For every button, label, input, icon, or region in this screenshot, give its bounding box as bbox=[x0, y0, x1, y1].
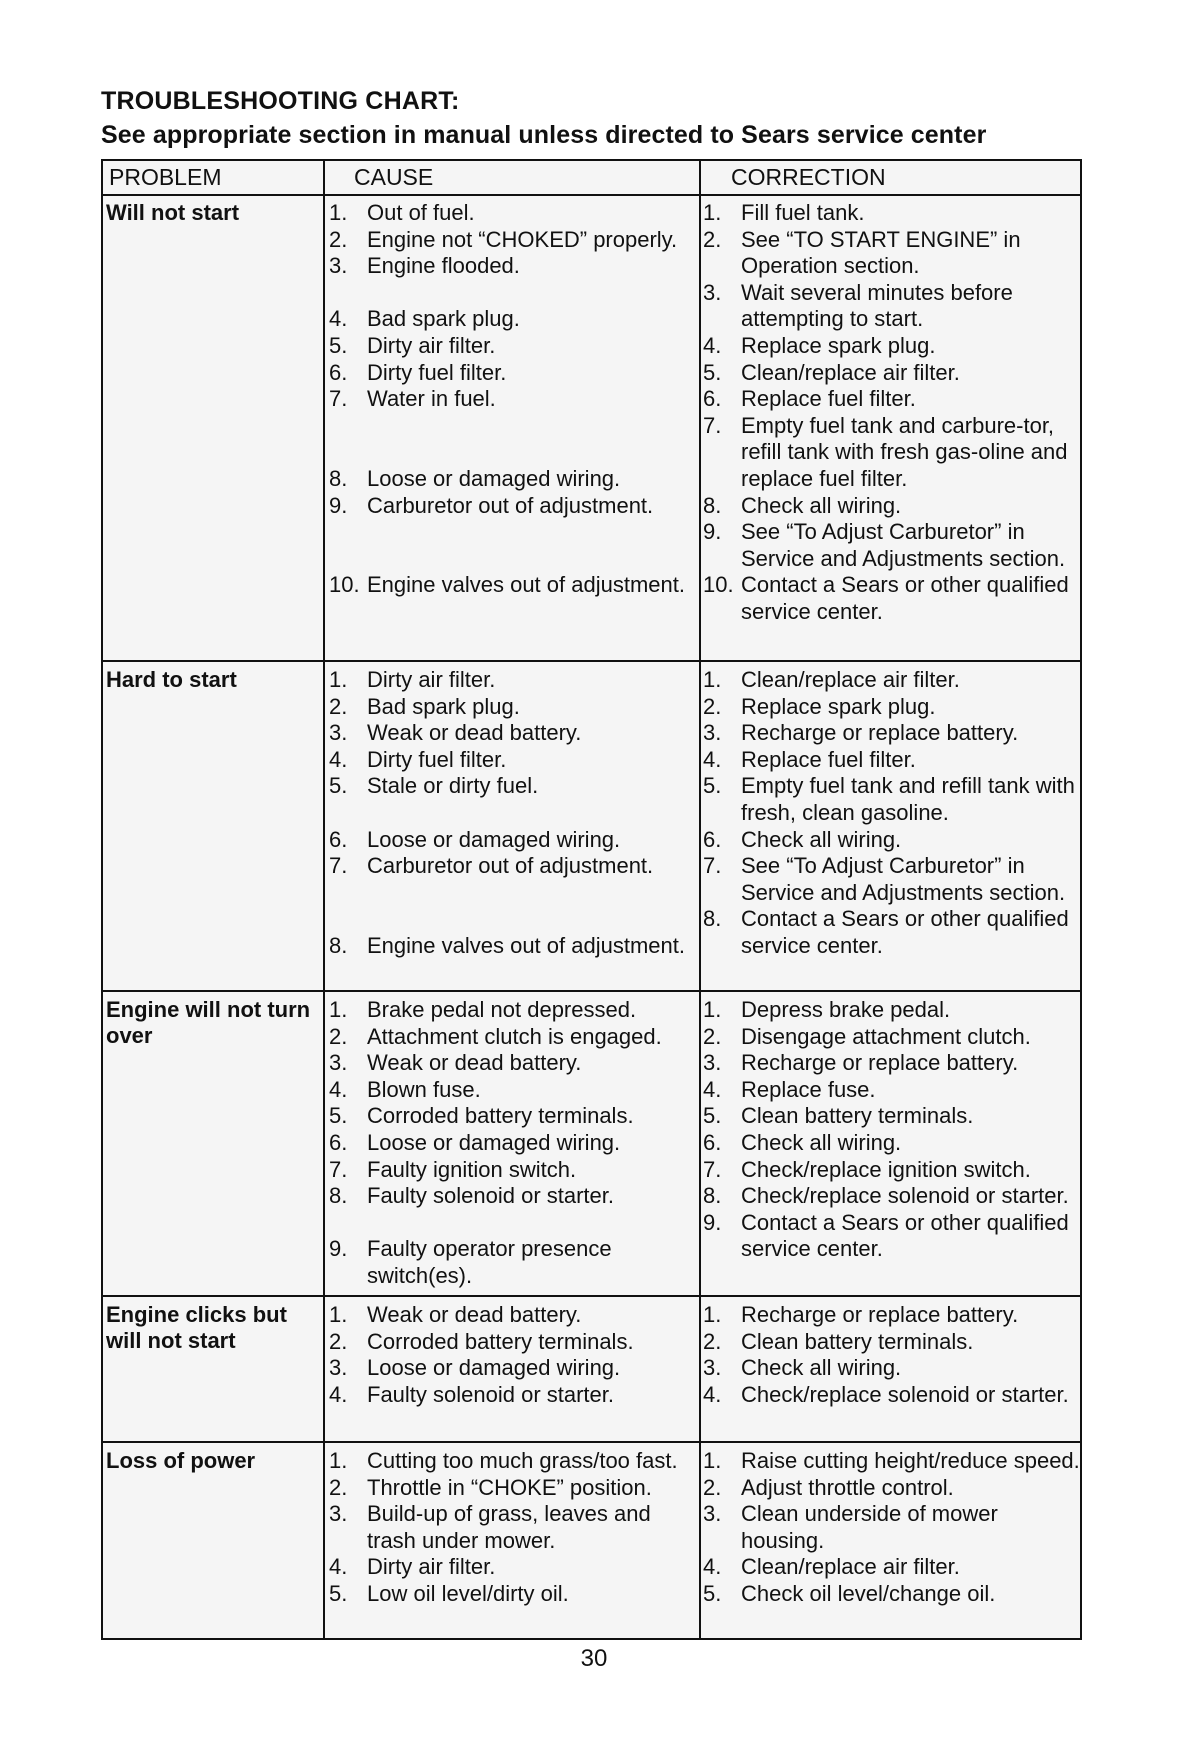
cause-text: Dirty fuel filter. bbox=[367, 359, 507, 385]
cause-text: Dirty air filter. bbox=[367, 1554, 496, 1580]
cause-item bbox=[329, 253, 697, 280]
correction-text: Wait several minutes before attempting to start. bbox=[741, 279, 1013, 332]
correction-item bbox=[703, 1024, 1081, 1051]
cause-item bbox=[329, 773, 697, 800]
correction-item bbox=[703, 1157, 1081, 1184]
cause-item bbox=[329, 306, 697, 333]
correction-item bbox=[703, 1103, 1081, 1130]
cause-item bbox=[329, 1382, 697, 1409]
item-number: 3. bbox=[329, 1355, 348, 1381]
cause-item bbox=[329, 1302, 697, 1329]
problem-section bbox=[103, 661, 1080, 991]
item-number: 4. bbox=[703, 746, 722, 772]
chart-subtitle: See appropriate section in manual unless directed to Sears service center bbox=[101, 121, 987, 149]
cause-item bbox=[329, 667, 697, 694]
correction-item bbox=[703, 519, 1081, 572]
cause-text: Attachment clutch is engaged. bbox=[367, 1023, 662, 1049]
correction-item bbox=[703, 333, 1081, 360]
cause-item bbox=[329, 333, 697, 360]
item-number: 7. bbox=[329, 853, 348, 879]
item-number: 7. bbox=[703, 412, 722, 438]
cause-text: Corroded battery terminals. bbox=[367, 1328, 634, 1354]
correction-text: Replace spark plug. bbox=[741, 332, 936, 358]
item-number: 9. bbox=[703, 1209, 722, 1235]
cause-text: Loose or damaged wiring. bbox=[367, 1129, 621, 1155]
cause-text: Bad spark plug. bbox=[367, 693, 520, 719]
item-number: 5. bbox=[703, 359, 722, 385]
correction-item bbox=[703, 1475, 1081, 1502]
cause-item bbox=[329, 720, 697, 747]
item-number: 4. bbox=[329, 306, 348, 332]
cause-item bbox=[329, 1355, 697, 1382]
troubleshooting-table bbox=[101, 159, 1082, 1640]
problem-label: Engine clicks but will not start bbox=[106, 1302, 287, 1353]
correction-text: Replace fuel filter. bbox=[741, 386, 916, 412]
cause-text: Faulty solenoid or starter. bbox=[367, 1183, 615, 1209]
correction-item bbox=[703, 853, 1081, 906]
cause-item bbox=[329, 1329, 697, 1356]
cause-text: Engine not “CHOKED” properly. bbox=[367, 226, 678, 252]
cause-item bbox=[329, 1448, 697, 1475]
correction-text: Check all wiring. bbox=[741, 1129, 902, 1155]
item-number: 7. bbox=[329, 386, 348, 412]
correction-text: See “To Adjust Carburetor” in Service and Adjustments section. bbox=[741, 519, 1066, 571]
cause-item bbox=[329, 827, 697, 854]
item-number: 2. bbox=[329, 1023, 348, 1049]
correction-text: Contact a Sears or other qualified service center. bbox=[741, 1209, 1069, 1262]
cause-text: Build-up of grass, leaves and trash under mower. bbox=[367, 1501, 651, 1553]
correction-item bbox=[703, 1050, 1081, 1077]
cause-text: Loose or damaged wiring. bbox=[367, 465, 621, 491]
cause-item bbox=[329, 386, 697, 413]
correction-item bbox=[703, 1355, 1081, 1382]
correction-item bbox=[703, 747, 1081, 774]
item-number: 3. bbox=[703, 720, 722, 746]
cause-text: Low oil level/dirty oil. bbox=[367, 1580, 569, 1606]
cause-text: Cutting too much grass/too fast. bbox=[367, 1448, 678, 1473]
correction-item bbox=[703, 280, 1081, 333]
correction-text: Clean/replace air filter. bbox=[741, 667, 960, 692]
problem-section bbox=[103, 991, 1080, 1296]
cause-text: Faulty ignition switch. bbox=[367, 1156, 577, 1182]
correction-item bbox=[703, 386, 1081, 413]
cause-item bbox=[329, 493, 697, 520]
correction-item bbox=[703, 906, 1081, 959]
chart-heading bbox=[101, 86, 986, 150]
item-number: 5. bbox=[703, 1103, 722, 1129]
item-number: 3. bbox=[703, 1050, 722, 1076]
item-number: 1. bbox=[703, 1302, 722, 1327]
item-number: 4. bbox=[329, 1076, 348, 1102]
problem-label: Loss of power bbox=[106, 1448, 256, 1473]
item-number: 1. bbox=[329, 200, 348, 225]
item-number: 1. bbox=[703, 1448, 722, 1473]
correction-text: Clean/replace air filter. bbox=[741, 359, 960, 385]
cause-text: Dirty air filter. bbox=[367, 667, 496, 692]
item-number: 7. bbox=[703, 853, 722, 879]
item-number: 2. bbox=[329, 693, 348, 719]
item-number: 3. bbox=[329, 253, 348, 279]
item-number: 1. bbox=[329, 667, 348, 692]
cause-item bbox=[329, 200, 697, 227]
cause-text: Water in fuel. bbox=[367, 386, 496, 412]
item-number: 4. bbox=[329, 1554, 348, 1580]
cause-text: Dirty air filter. bbox=[367, 332, 496, 358]
item-number: 1. bbox=[703, 997, 722, 1022]
correction-text: Clean battery terminals. bbox=[741, 1328, 974, 1354]
item-number: 3. bbox=[703, 1501, 722, 1527]
cause-item bbox=[329, 933, 697, 960]
cause-item bbox=[329, 572, 697, 599]
correction-text: Empty fuel tank and carbure-tor, refill tank with fresh gas-oline and replace fuel filter. bbox=[741, 412, 1068, 491]
cause-text: Weak or dead battery. bbox=[367, 1050, 582, 1076]
correction-item bbox=[703, 1077, 1081, 1104]
item-number: 8. bbox=[329, 1183, 348, 1209]
item-number: 2. bbox=[329, 1328, 348, 1354]
item-number: 6. bbox=[329, 826, 348, 852]
header-correction: CORRECTION bbox=[731, 164, 886, 190]
problem-label: Hard to start bbox=[106, 667, 237, 692]
correction-item bbox=[703, 1130, 1081, 1157]
item-number: 4. bbox=[703, 332, 722, 358]
item-number: 1. bbox=[703, 200, 722, 225]
correction-item bbox=[703, 1210, 1081, 1263]
correction-list bbox=[703, 997, 1081, 1263]
header-cause: CAUSE bbox=[354, 164, 434, 190]
correction-text: Recharge or replace battery. bbox=[741, 1302, 1019, 1327]
item-number: 2. bbox=[703, 1023, 722, 1049]
item-number: 9. bbox=[329, 492, 348, 518]
cause-list bbox=[329, 200, 697, 599]
correction-text: Clean underside of mower housing. bbox=[741, 1501, 998, 1553]
table-header bbox=[103, 161, 1080, 196]
correction-item bbox=[703, 360, 1081, 387]
item-number: 8. bbox=[703, 1183, 722, 1209]
problem-label: Will not start bbox=[106, 200, 240, 225]
cause-text: Loose or damaged wiring. bbox=[367, 826, 621, 852]
cause-item bbox=[329, 1581, 697, 1608]
item-number: 8. bbox=[703, 906, 722, 932]
item-number: 2. bbox=[703, 1328, 722, 1354]
correction-item bbox=[703, 493, 1081, 520]
cause-text: Carburetor out of adjustment. bbox=[367, 492, 654, 518]
cause-item bbox=[329, 1183, 697, 1210]
item-number: 2. bbox=[703, 1474, 722, 1500]
correction-text: Empty fuel tank and refill tank with fresh, clean gasoline. bbox=[741, 773, 1075, 825]
cause-item bbox=[329, 1554, 697, 1581]
cause-text: Stale or dirty fuel. bbox=[367, 773, 539, 799]
cause-text: Loose or damaged wiring. bbox=[367, 1355, 621, 1381]
item-number: 4. bbox=[329, 746, 348, 772]
item-number: 10. bbox=[703, 572, 734, 598]
cause-item bbox=[329, 466, 697, 493]
item-number: 6. bbox=[329, 1129, 348, 1155]
item-number: 5. bbox=[703, 773, 722, 799]
cause-item bbox=[329, 1130, 697, 1157]
item-number: 2. bbox=[329, 226, 348, 252]
problem-section bbox=[103, 1296, 1080, 1442]
item-number: 6. bbox=[703, 386, 722, 412]
cause-item bbox=[329, 1103, 697, 1130]
correction-text: Adjust throttle control. bbox=[741, 1474, 954, 1500]
item-number: 3. bbox=[703, 1355, 722, 1381]
correction-text: Clean battery terminals. bbox=[741, 1103, 974, 1129]
cause-item bbox=[329, 227, 697, 254]
correction-item bbox=[703, 1329, 1081, 1356]
cause-text: Brake pedal not depressed. bbox=[367, 997, 637, 1022]
item-number: 4. bbox=[703, 1381, 722, 1407]
correction-item bbox=[703, 667, 1081, 694]
correction-text: Recharge or replace battery. bbox=[741, 720, 1019, 746]
cause-item bbox=[329, 853, 697, 880]
cause-list bbox=[329, 997, 697, 1290]
item-number: 2. bbox=[703, 226, 722, 252]
correction-text: Replace spark plug. bbox=[741, 693, 936, 719]
item-number: 5. bbox=[329, 1103, 348, 1129]
correction-text: Check all wiring. bbox=[741, 1355, 902, 1381]
cause-text: Bad spark plug. bbox=[367, 306, 520, 332]
item-number: 3. bbox=[703, 279, 722, 305]
cause-text: Dirty fuel filter. bbox=[367, 746, 507, 772]
cause-text: Blown fuse. bbox=[367, 1076, 481, 1102]
item-number: 1. bbox=[329, 1448, 348, 1473]
cause-item bbox=[329, 1050, 697, 1077]
cause-list bbox=[329, 667, 697, 960]
item-number: 2. bbox=[703, 693, 722, 719]
correction-text: Replace fuel filter. bbox=[741, 746, 916, 772]
correction-item bbox=[703, 1448, 1081, 1475]
item-number: 3. bbox=[329, 720, 348, 746]
item-number: 8. bbox=[703, 492, 722, 518]
cause-text: Faulty solenoid or starter. bbox=[367, 1381, 615, 1407]
cause-item bbox=[329, 1077, 697, 1104]
correction-text: Disengage attachment clutch. bbox=[741, 1023, 1031, 1049]
correction-text: Check oil level/change oil. bbox=[741, 1580, 996, 1606]
item-number: 6. bbox=[703, 1129, 722, 1155]
correction-item bbox=[703, 773, 1081, 826]
cause-item bbox=[329, 1236, 697, 1289]
cause-list bbox=[329, 1302, 697, 1408]
correction-text: Check/replace solenoid or starter. bbox=[741, 1183, 1069, 1209]
problem-label: Engine will not turn over bbox=[106, 997, 311, 1048]
correction-list bbox=[703, 667, 1081, 960]
correction-item bbox=[703, 1382, 1081, 1409]
item-number: 9. bbox=[329, 1236, 348, 1262]
correction-text: Recharge or replace battery. bbox=[741, 1050, 1019, 1076]
correction-text: Raise cutting height/reduce speed. bbox=[741, 1448, 1080, 1473]
correction-text: Check/replace solenoid or starter. bbox=[741, 1381, 1069, 1407]
cause-list bbox=[329, 1448, 697, 1608]
correction-text: See “TO START ENGINE” in Operation section. bbox=[741, 226, 1021, 279]
item-number: 4. bbox=[703, 1554, 722, 1580]
correction-text: Check all wiring. bbox=[741, 492, 902, 518]
cause-item bbox=[329, 1157, 697, 1184]
correction-text: Replace fuse. bbox=[741, 1076, 876, 1102]
item-number: 8. bbox=[329, 465, 348, 491]
correction-text: Check all wiring. bbox=[741, 826, 902, 852]
correction-item bbox=[703, 827, 1081, 854]
correction-item bbox=[703, 694, 1081, 721]
correction-item bbox=[703, 572, 1081, 625]
problem-section bbox=[103, 1442, 1080, 1638]
correction-item bbox=[703, 413, 1081, 493]
correction-item bbox=[703, 1581, 1081, 1608]
cause-item bbox=[329, 1475, 697, 1502]
cause-item bbox=[329, 1501, 697, 1554]
correction-list bbox=[703, 200, 1081, 626]
problem-section bbox=[103, 194, 1080, 661]
item-number: 4. bbox=[703, 1076, 722, 1102]
cause-text: Corroded battery terminals. bbox=[367, 1103, 634, 1129]
correction-item bbox=[703, 1501, 1081, 1554]
correction-item bbox=[703, 1554, 1081, 1581]
item-number: 5. bbox=[329, 1580, 348, 1606]
page-number: 30 bbox=[580, 1645, 608, 1672]
item-number: 4. bbox=[329, 1381, 348, 1407]
correction-text: Depress brake pedal. bbox=[741, 997, 951, 1022]
item-number: 5. bbox=[329, 332, 348, 358]
correction-text: Fill fuel tank. bbox=[741, 200, 865, 225]
item-number: 1. bbox=[703, 667, 722, 692]
header-problem: PROBLEM bbox=[109, 164, 222, 190]
correction-text: Contact a Sears or other qualified service center. bbox=[741, 906, 1069, 958]
correction-text: Clean/replace air filter. bbox=[741, 1554, 960, 1580]
correction-item bbox=[703, 997, 1081, 1024]
item-number: 5. bbox=[703, 1580, 722, 1606]
item-number: 1. bbox=[329, 1302, 348, 1327]
item-number: 3. bbox=[329, 1050, 348, 1076]
correction-item bbox=[703, 200, 1081, 227]
item-number: 9. bbox=[703, 519, 722, 545]
cause-text: Engine flooded. bbox=[367, 253, 520, 279]
item-number: 7. bbox=[703, 1156, 722, 1182]
item-number: 6. bbox=[703, 826, 722, 852]
cause-text: Throttle in “CHOKE” position. bbox=[367, 1474, 652, 1500]
cause-item bbox=[329, 360, 697, 387]
cause-item bbox=[329, 997, 697, 1024]
cause-text: Engine valves out of adjustment. bbox=[367, 932, 685, 958]
chart-title: TROUBLESHOOTING CHART: bbox=[101, 87, 460, 115]
item-number: 6. bbox=[329, 359, 348, 385]
cause-text: Weak or dead battery. bbox=[367, 1302, 582, 1327]
cause-text: Faulty operator presence switch(es). bbox=[367, 1236, 612, 1288]
item-number: 5. bbox=[329, 773, 348, 799]
correction-text: See “To Adjust Carburetor” in Service and Adjustments section. bbox=[741, 853, 1066, 905]
cause-text: Engine valves out of adjustment. bbox=[367, 572, 685, 598]
cause-item bbox=[329, 1024, 697, 1051]
cause-item bbox=[329, 747, 697, 774]
cause-text: Out of fuel. bbox=[367, 200, 475, 225]
item-number: 3. bbox=[329, 1501, 348, 1527]
item-number: 2. bbox=[329, 1474, 348, 1500]
correction-list bbox=[703, 1302, 1081, 1408]
correction-list bbox=[703, 1448, 1081, 1608]
correction-item bbox=[703, 1302, 1081, 1329]
cause-item bbox=[329, 694, 697, 721]
correction-item bbox=[703, 1183, 1081, 1210]
cause-text: Weak or dead battery. bbox=[367, 720, 582, 746]
correction-item bbox=[703, 227, 1081, 280]
cause-text: Carburetor out of adjustment. bbox=[367, 853, 654, 879]
correction-text: Check/replace ignition switch. bbox=[741, 1156, 1031, 1182]
correction-text: Contact a Sears or other qualified service center. bbox=[741, 572, 1069, 624]
item-number: 8. bbox=[329, 932, 348, 958]
correction-item bbox=[703, 720, 1081, 747]
item-number: 1. bbox=[329, 997, 348, 1022]
item-number: 10. bbox=[329, 572, 360, 598]
item-number: 7. bbox=[329, 1156, 348, 1182]
